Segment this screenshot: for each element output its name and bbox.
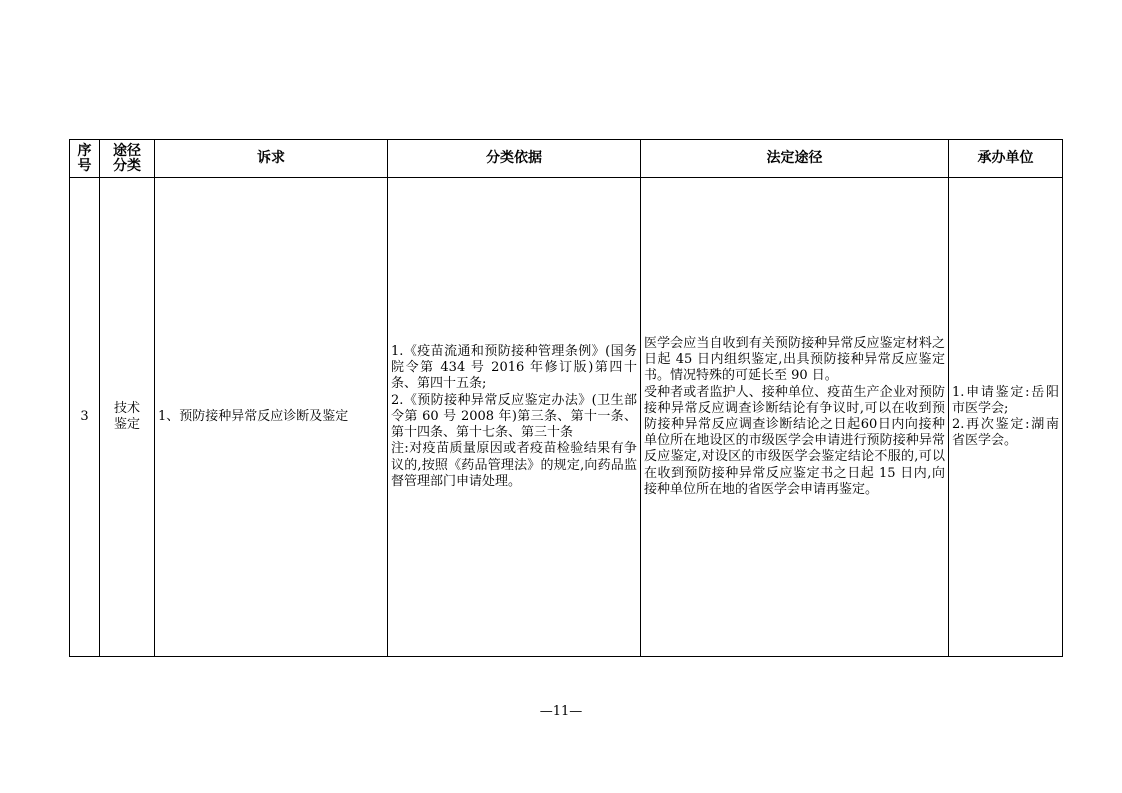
header-seq — [70, 140, 100, 178]
policy-table — [69, 139, 1063, 657]
header-unit: 承办单位 — [949, 140, 1063, 178]
table-row — [70, 178, 1063, 657]
cell-category: 技术 鉴定 — [100, 178, 155, 657]
header-category-line2: 分类 — [113, 157, 141, 174]
table-header-row — [70, 140, 1063, 178]
cell-basis: 1.《疫苗流通和预防接种管理条例》(国务院令第 434 号 2016 年修订版)第四十条、第四十五条; 2.《预防接种异常反应鉴定办法》(卫生部令第 60 号 2008 年)第三条、第十一条、第十四条、第十七条、第三十条 注:对疫苗质量原因或者疫苗检验结果有争议的,按照《药品管理法》的规定,向药品监督管理部门申请处理。 — [388, 178, 641, 657]
header-claim: 诉求 — [155, 140, 388, 178]
page-number: —11— — [539, 704, 583, 719]
header-legal-path: 法定途径 — [641, 140, 949, 178]
cell-claim: 1、预防接种异常反应诊断及鉴定 — [155, 178, 388, 657]
header-basis: 分类依据 — [388, 140, 641, 178]
cell-seq: 3 — [70, 178, 100, 657]
header-seq-line2: 号 — [77, 157, 92, 174]
cell-legal-path: 医学会应当自收到有关预防接种异常反应鉴定材料之日起 45 日内组织鉴定,出具预防接种异常反应鉴定书。情况特殊的可延长至 90 日。 受种者或者监护人、接种单位、疫苗生产企业对预防接种异常反应调查诊断结论有争议时,可以在收到预防接种异常反应调查诊断结论之日起60日内向接种单位所在地设区的市级医学会申请进行预防接种异常反应鉴定,对设区的市级医学会鉴定结论不服的,可以在收到预防接种异常反应鉴定书之日起 15 日内,向接种单位所在地的省医学会申请再鉴定。 — [641, 178, 949, 657]
header-category — [100, 140, 155, 178]
header-category-line1: 途径 — [113, 142, 141, 159]
header-seq-line1: 序 — [77, 142, 92, 159]
cell-unit: 1.申请鉴定:岳阳市医学会; 2.再次鉴定:湖南省医学会。 — [949, 178, 1063, 657]
